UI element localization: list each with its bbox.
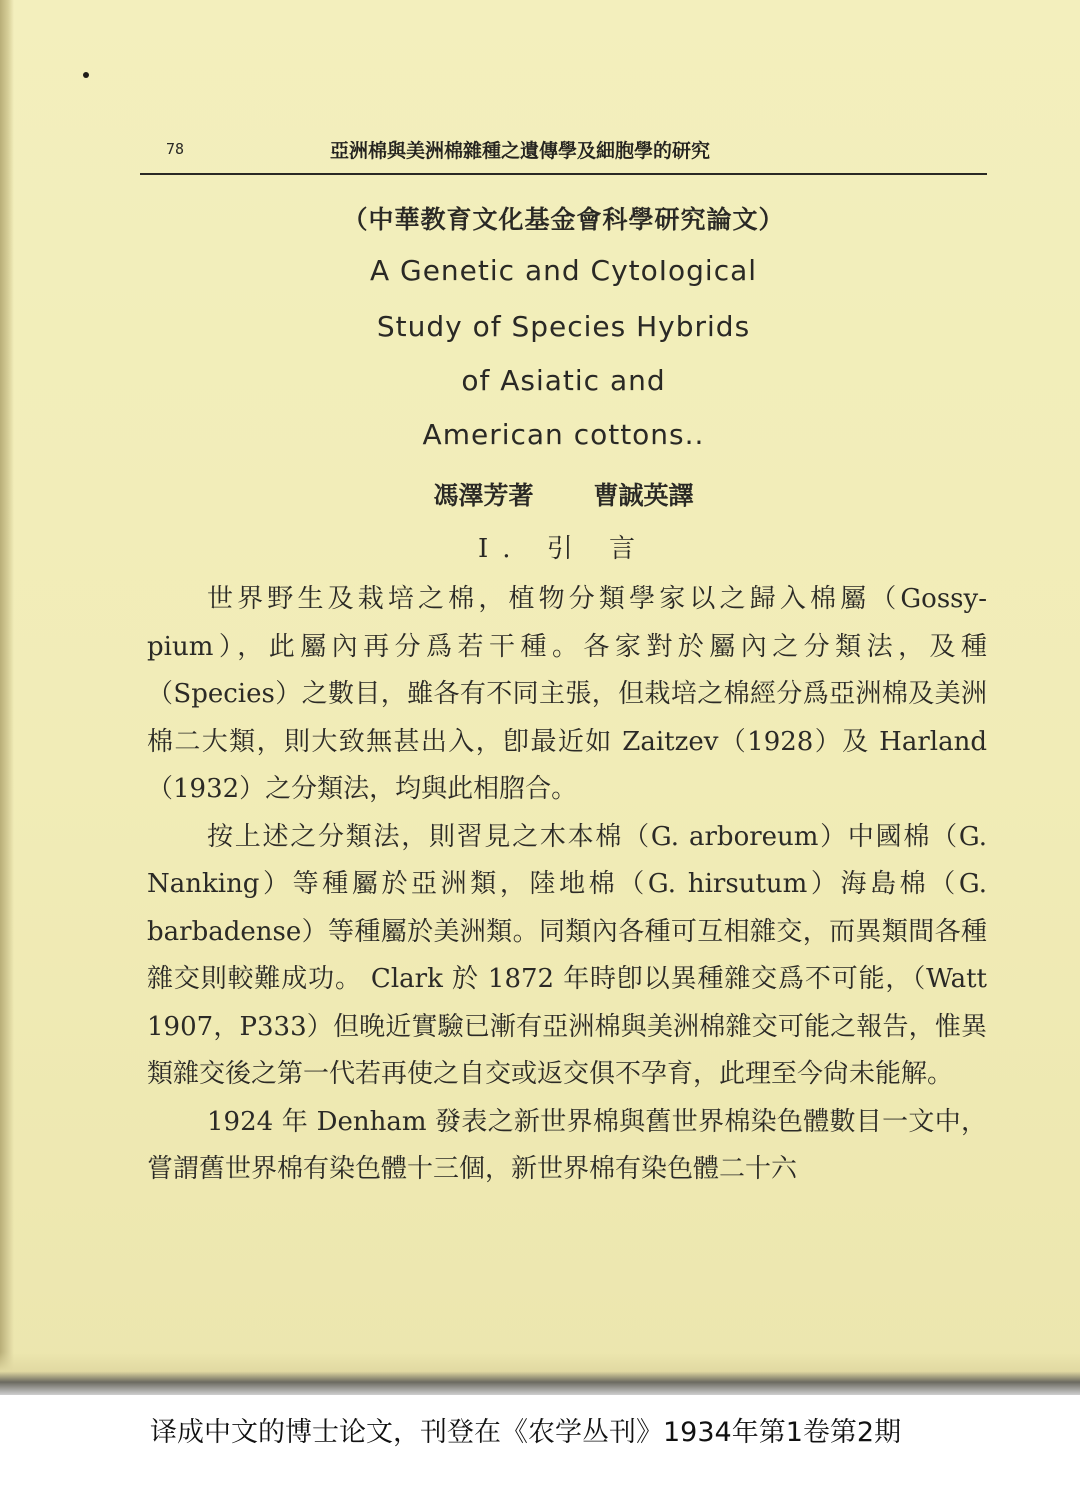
author-name: 馮澤芳著 (433, 481, 534, 510)
english-title-line-2: Study of Species Hybrids (376, 310, 751, 343)
running-title: 亞洲棉與美洲棉雜種之遺傳學及細胞學的研究 (330, 140, 711, 162)
section-heading: I. 引 言 (477, 534, 650, 564)
english-title-line-4: American cottons.. (422, 418, 705, 451)
page-number: 78 (166, 140, 185, 158)
body-text (147, 576, 987, 1194)
foundation-title: （中華教育文化基金會科學研究論文） (342, 205, 785, 234)
translator-name: 曹誠英譯 (593, 481, 694, 510)
ink-speck (83, 72, 89, 78)
author-line (140, 476, 987, 512)
header-rule (140, 173, 987, 175)
page-bottom-edge (0, 1352, 1080, 1395)
page-binding-edge (0, 0, 14, 1395)
english-title-line-3: of Asiatic and (461, 364, 666, 397)
paragraph-3: 1924 年 Denham 發表之新世界棉與舊世界棉染色體數目一文中，嘗謂舊世界棉有染色體十三個，新世界棉有染色體二十六 (147, 1106, 987, 1184)
paragraph-2: 按上述之分類法，則習見之木本棉（G. arboreum）中國棉（G. Nanking）等種屬於亞洲類，陸地棉（G. hirsutum）海島棉（G. barbadense）等種屬於美洲類。同類內各種可互相雜交，而異類間各種雜交則較難成功。 Clark 於 1872 年時卽以異種雜交爲不可能，（Watt 1907，P333）但晚近實驗已漸有亞洲棉與美洲棉雜交可能之報告，惟異類雜交後之第一代若再使之自交或返交俱不孕育，此理至今尙未能解。 (147, 821, 987, 1089)
photo-caption: 译成中文的博士论文，刊登在《农学丛刊》1934年第1卷第2期 (150, 1417, 902, 1448)
english-title-line-1: A Genetic and CytoIogical (369, 254, 758, 287)
paragraph-1: 世界野生及栽培之棉，植物分類學家以之歸入棉屬（Gossy-pium），此屬內再分爲若干種。各家對於屬內之分類法，及種（Species）之數目，雖各有不同主張，但栽培之棉經分爲亞洲棉及美洲棉二大類，則大致無甚出入，卽最近如 Zaitzev（1928）及 Harland（1932）之分類法，均與此相脗合。 (147, 584, 987, 804)
